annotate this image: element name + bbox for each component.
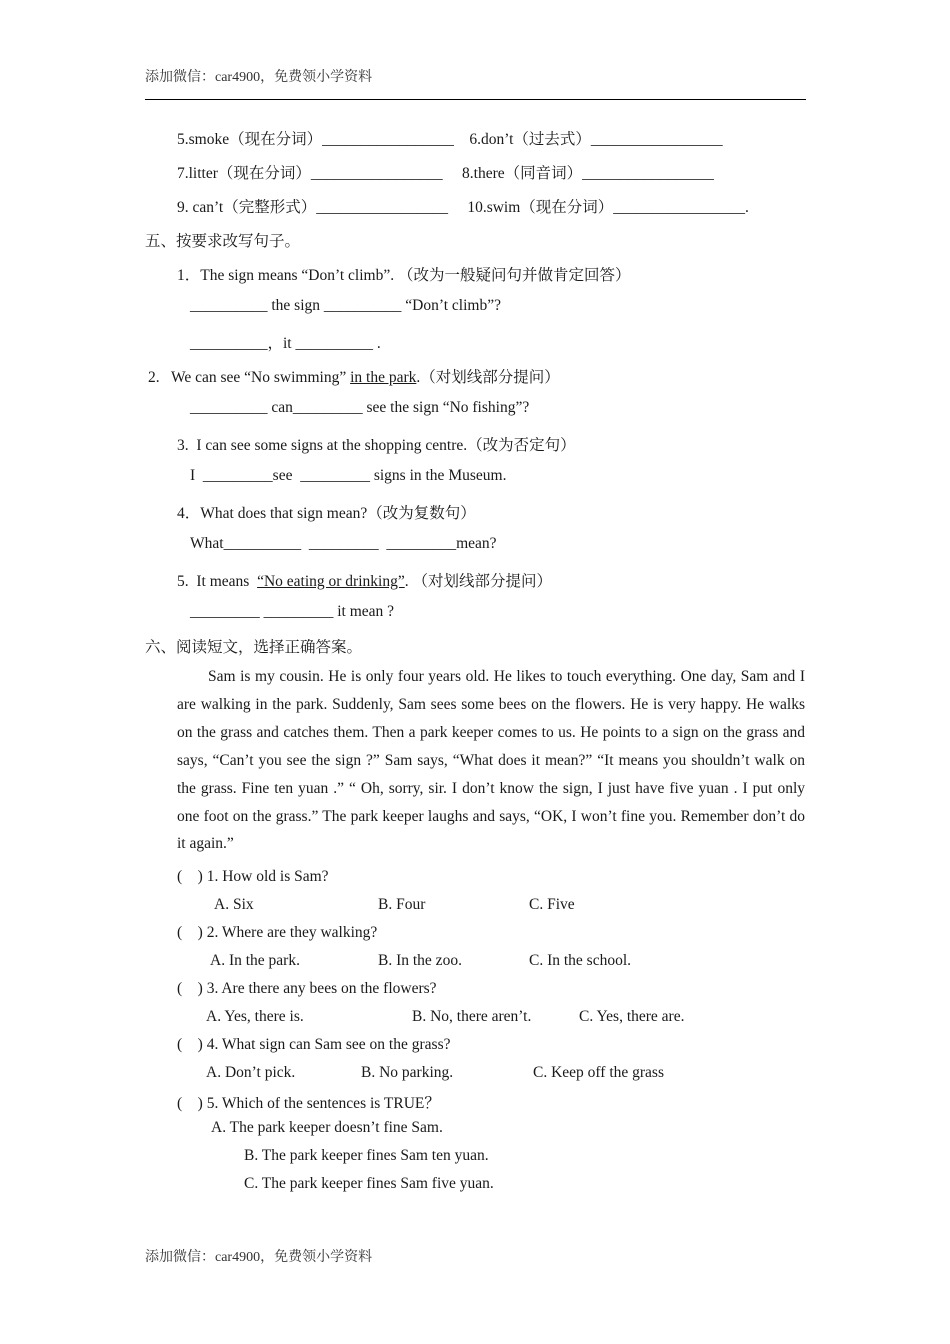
mc-option-5b: B. The park keeper fines Sam ten yuan. xyxy=(244,1147,489,1164)
mc-option-1b: B. Four xyxy=(378,896,426,913)
reading-passage: Sam is my cousin. He is only four years old. He likes to touch everything. One day, Sam and I are walking in the park. Suddenly, Sam sees some bees on the flowers. He is very happy. He walks on the grass and catches them. Then a park keeper comes to us. He points to a sign on the grass and says, “Can’t you see the sign ?” Sam says, “What does it mean?” “It means you shouldn’t walk on the grass. Fine ten yuan .” “ Oh, sorry, sir. I don’t know the sign, I just have five yuan . I put only one foot on the grass.” The park keeper laughs and says, “OK, I won’t fine you. Remember don’t do it again.” xyxy=(177,668,805,853)
mc-option-5c: C. The park keeper fines Sam five yuan. xyxy=(244,1175,494,1192)
mc-option-1a: A. Six xyxy=(214,896,254,913)
underlined-phrase: in the park xyxy=(350,369,417,386)
rewrite-question-5: 5. It means “No eating or drinking”. （对划线部分提问） xyxy=(177,573,552,590)
word-form-row-2: 7.litter（现在分词）_________________ 8.there（同音词）_________________ xyxy=(177,165,714,182)
rewrite-answer-1b: __________，it __________ . xyxy=(190,335,381,352)
section-6-heading: 六、阅读短文，选择正确答案。 xyxy=(145,639,363,656)
word-form-row-1: 5.smoke（现在分词）_________________ 6.don’t（过去式）_________________ xyxy=(177,131,723,148)
mc-option-4b: B. No parking. xyxy=(361,1064,454,1081)
rewrite-answer-5: _________ _________ it mean ? xyxy=(190,603,395,620)
rewrite-question-3: 3. I can see some signs at the shopping centre.（改为否定句） xyxy=(177,437,576,454)
header-divider xyxy=(145,99,806,100)
mc-option-3b: B. No, there aren’t. xyxy=(412,1008,532,1025)
mc-option-5a: A. The park keeper doesn’t fine Sam. xyxy=(211,1119,443,1136)
mc-option-1c: C. Five xyxy=(529,896,575,913)
rewrite-answer-3: I _________see _________ signs in the Museum. xyxy=(190,467,507,484)
mc-question-2: ( ) 2. Where are they walking? xyxy=(177,924,378,941)
rewrite-question-4: 4．What does that sign mean?（改为复数句） xyxy=(177,505,476,522)
section-5-heading: 五、按要求改写句子。 xyxy=(145,233,301,250)
mc-option-3c: C. Yes, there are. xyxy=(579,1008,685,1025)
mc-option-2b: B. In the zoo. xyxy=(378,952,462,969)
rewrite-question-1: 1．The sign means “Don’t climb”. （改为一般疑问句并做肯定回答） xyxy=(177,267,631,284)
page-header: 添加微信：car4900，免费领小学资料 xyxy=(145,70,373,85)
mc-option-4a: A. Don’t pick. xyxy=(206,1064,296,1081)
mc-question-1: ( ) 1. How old is Sam? xyxy=(177,868,329,885)
underlined-phrase: “No eating or drinking” xyxy=(257,573,405,590)
mc-question-5: ( ) 5. Which of the sentences is TRUE？ xyxy=(177,1095,440,1112)
page-footer: 添加微信：car4900，免费领小学资料 xyxy=(145,1250,373,1265)
mc-option-4c: C. Keep off the grass xyxy=(533,1064,665,1081)
rewrite-answer-1a: __________ the sign __________ “Don’t climb”? xyxy=(190,297,501,314)
mc-option-3a: A. Yes, there is. xyxy=(206,1008,304,1025)
mc-option-2a: A. In the park. xyxy=(210,952,300,969)
word-form-row-3: 9. can’t（完整形式）_________________ 10.swim（现在分词）_________________. xyxy=(177,199,749,216)
rewrite-question-2: 2. We can see “No swimming” in the park.（对划线部分提问） xyxy=(148,369,560,386)
rewrite-answer-2: __________ can_________ see the sign “No fishing”? xyxy=(190,399,530,416)
mc-option-2c: C. In the school. xyxy=(529,952,632,969)
rewrite-answer-4: What__________ _________ _________mean? xyxy=(190,535,497,552)
mc-question-3: ( ) 3. Are there any bees on the flowers? xyxy=(177,980,437,997)
mc-question-4: ( ) 4. What sign can Sam see on the grass? xyxy=(177,1036,451,1053)
